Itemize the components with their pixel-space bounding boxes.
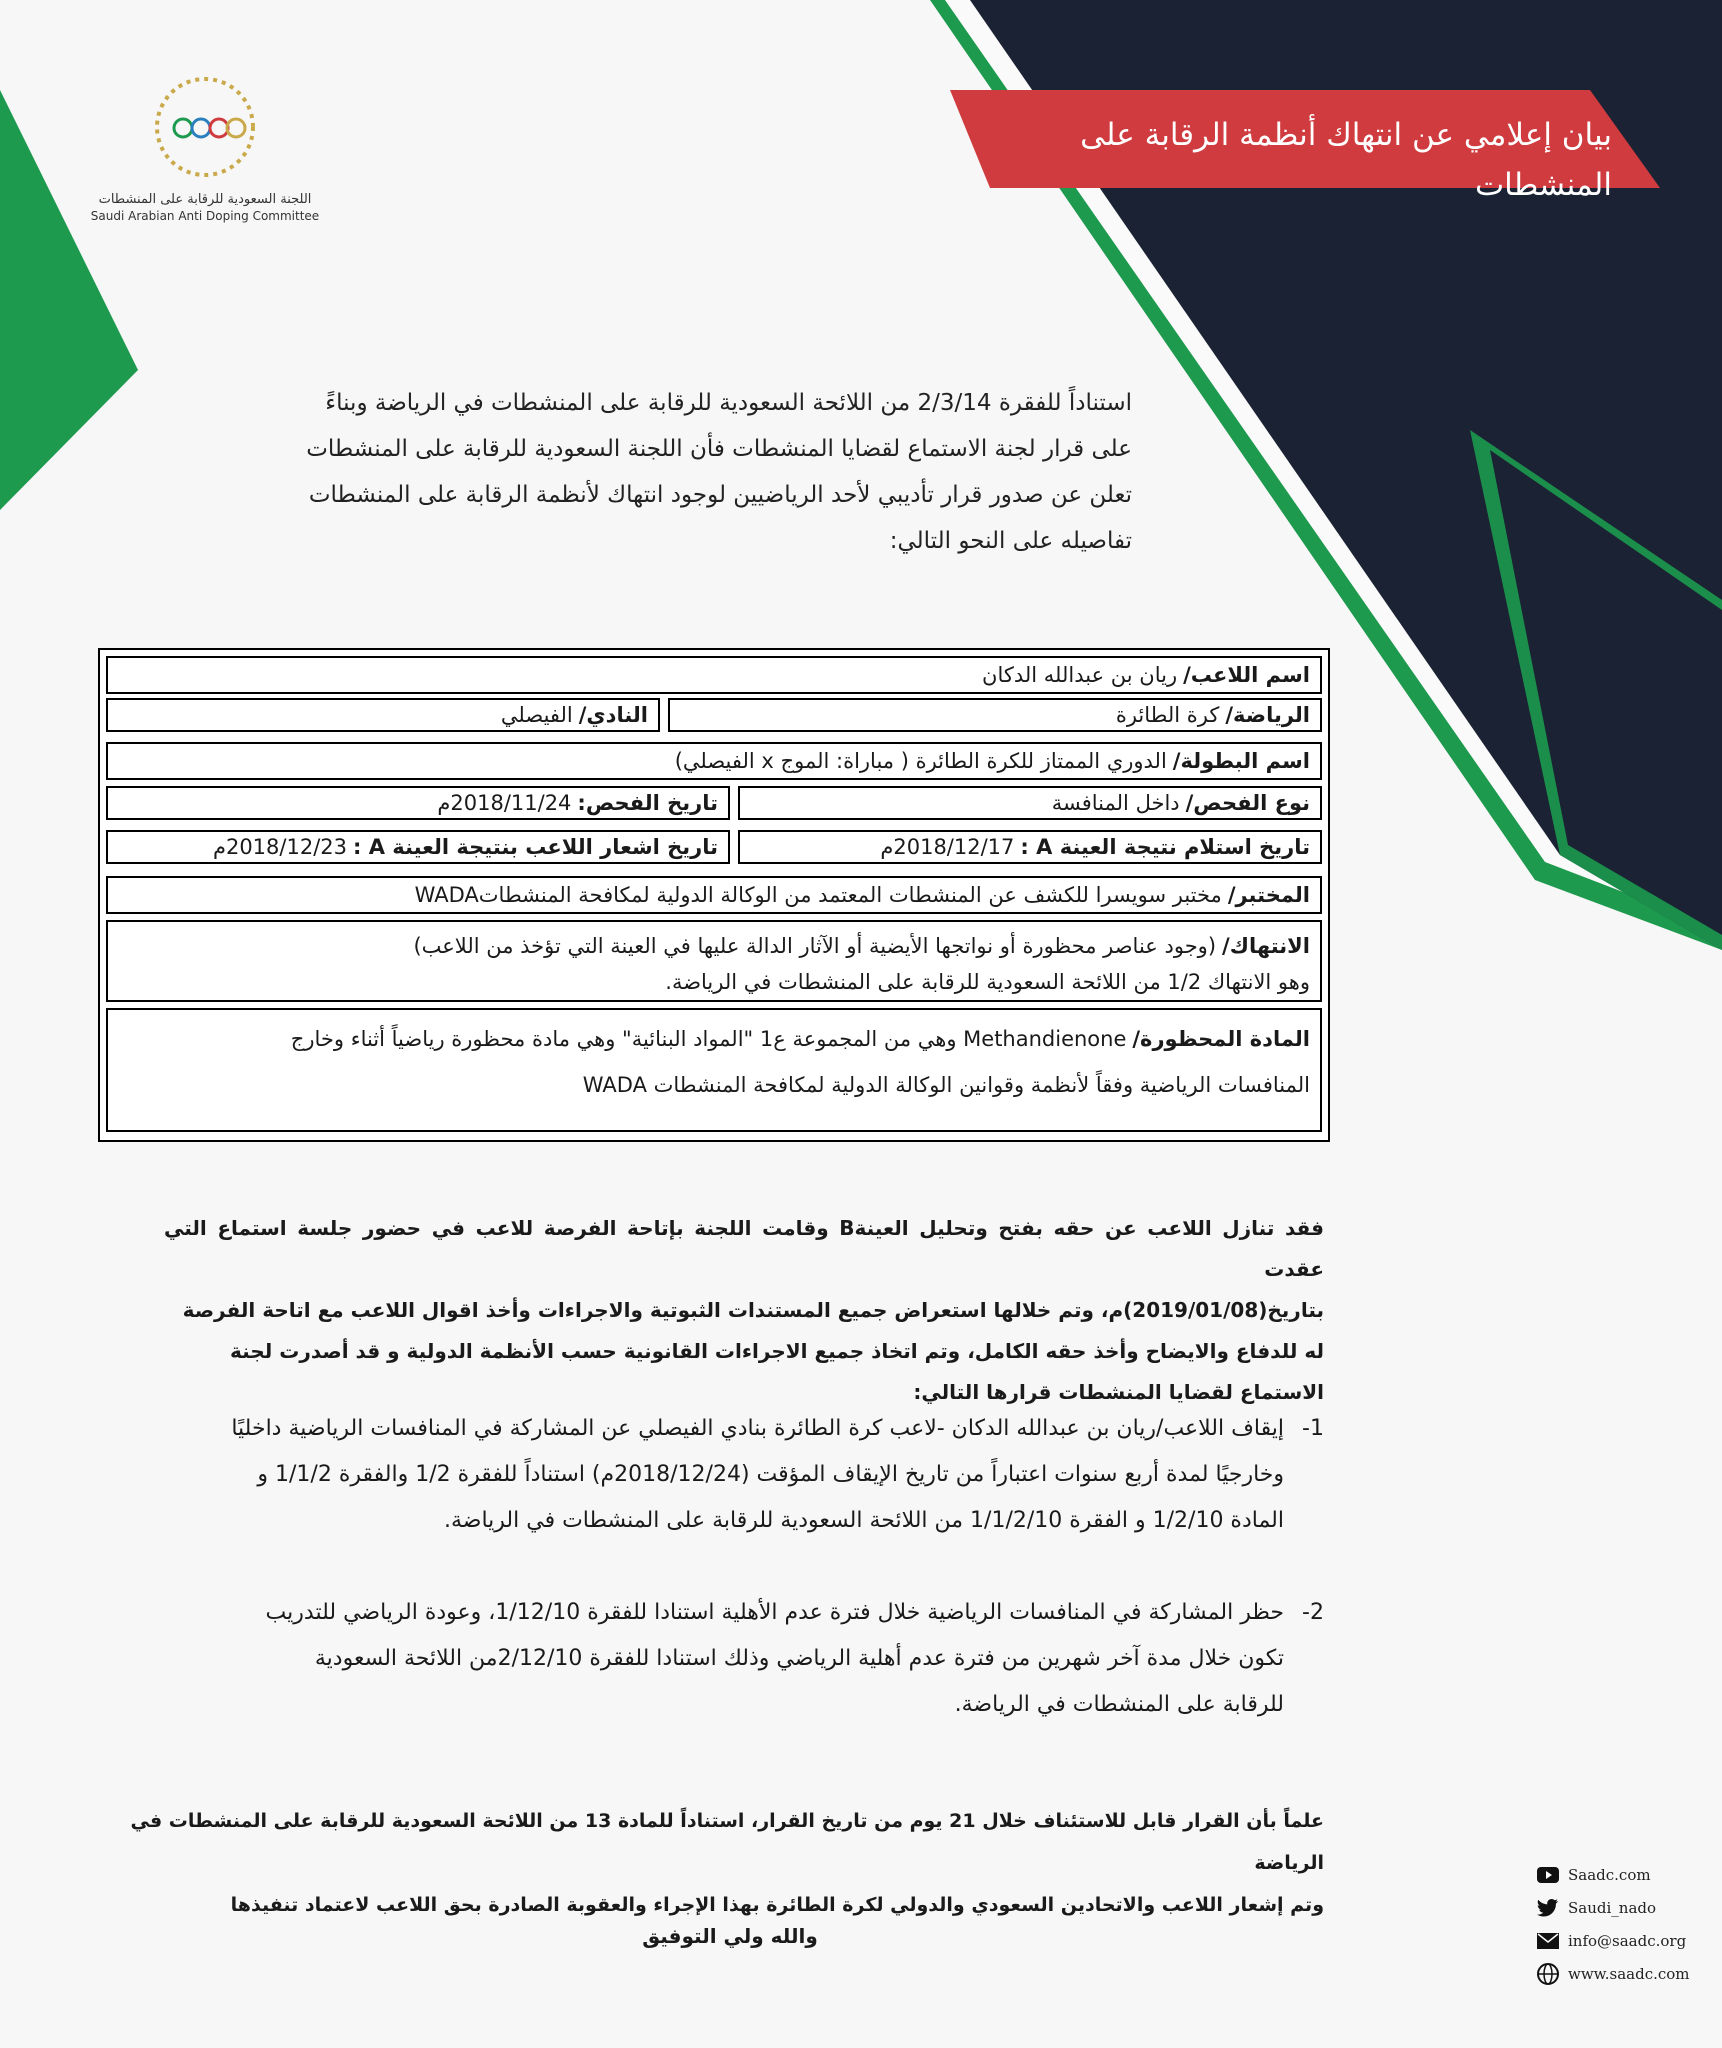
details-table bbox=[98, 648, 1330, 1142]
saadc-logo-icon bbox=[150, 72, 260, 182]
org-logo bbox=[80, 72, 330, 223]
twitter-label: Saudi_nado bbox=[1568, 1898, 1657, 1917]
test-type-label: نوع الفحص/ bbox=[1185, 791, 1310, 815]
decision-line: للرقابة على المنشطات في الرياضة. bbox=[954, 1692, 1284, 1717]
decision-line: تكون خلال مدة آخر شهرين من فترة عدم أهلية الرياضي وذلك استنادا للفقرة 2/12/10من اللائحة السعودية bbox=[314, 1646, 1284, 1671]
decision-line: وخارجيًا لمدة أربع سنوات اعتباراً من تاريخ الإيقاف المؤقت (2018/12/24م) استناداً للفقرة 1/2 والفقرة 1/1/2 و bbox=[257, 1462, 1284, 1487]
contact-email[interactable] bbox=[1536, 1924, 1716, 1957]
notify-value: 2018/12/23م bbox=[212, 835, 347, 859]
note-line: علماً بأن القرار قابل للاستئناف خلال 21 يوم من تاريخ القرار، استناداً للمادة 13 من اللائحة السعودية للرقابة على المنشطات في الرياضة bbox=[130, 1810, 1324, 1874]
substance-line2: المنافسات الرياضية وفقاً لأنظمة وقوانين الوكالة الدولية لمكافحة المنشطات WADA bbox=[582, 1073, 1310, 1097]
violation-line2: وهو الانتهاك 1/2 من اللائحة السعودية للرقابة على المنشطات في الرياضة. bbox=[665, 970, 1310, 994]
test-date-cell bbox=[106, 786, 730, 820]
email-label: info@saadc.org bbox=[1568, 1931, 1687, 1950]
championship-value: الدوري الممتاز للكرة الطائرة ( مباراة: الموج x الفيصلي) bbox=[674, 749, 1167, 773]
notify-label: تاريخ اشعار اللاعب بنتيجة العينة A : bbox=[353, 835, 718, 859]
club-cell bbox=[106, 698, 660, 732]
intro-line: على قرار لجنة الاستماع لقضايا المنشطات فأن اللجنة السعودية للرقابة على المنشطات bbox=[306, 436, 1132, 462]
web-label: www.saadc.com bbox=[1568, 1964, 1690, 1983]
violation-label: الانتهاك/ bbox=[1222, 934, 1310, 958]
org-name-ar: اللجنة السعودية للرقابة على المنشطات bbox=[98, 192, 312, 207]
sample-receipt-label: تاريخ استلام نتيجة العينة A : bbox=[1020, 835, 1310, 859]
contact-youtube[interactable] bbox=[1536, 1858, 1716, 1891]
org-name-en: Saudi Arabian Anti Doping Committee bbox=[90, 209, 320, 223]
test-date-label: تاريخ الفحص: bbox=[577, 791, 718, 815]
substance-line1: Methandienone وهي من المجموعة ع1 "المواد البنائية" وهي مادة محظورة رياضياً أثناء وخارج bbox=[290, 1027, 1127, 1051]
row-athlete bbox=[106, 656, 1322, 694]
decision-item-2 bbox=[184, 1590, 1324, 1728]
championship-label: اسم البطولة/ bbox=[1172, 749, 1310, 773]
row-violation bbox=[106, 920, 1322, 1002]
body-line: فقد تنازل اللاعب عن حقه بفتح وتحليل العينةB وقامت اللجنة بإتاحة الفرصة للاعب في حضور جلسة استماع التي عقدت bbox=[164, 1216, 1324, 1281]
sport-value: كرة الطائرة bbox=[1115, 703, 1220, 727]
row-sport-club bbox=[106, 698, 1322, 732]
globe-icon bbox=[1536, 1962, 1560, 1986]
athlete-value: ريان بن عبدالله الدكان bbox=[982, 663, 1178, 687]
twitter-icon bbox=[1536, 1896, 1560, 1920]
row-substance bbox=[106, 1008, 1322, 1132]
row-test bbox=[106, 786, 1322, 820]
decision-number: 2- bbox=[1302, 1600, 1324, 1625]
contact-list bbox=[1536, 1858, 1716, 1990]
appeal-note bbox=[124, 1800, 1324, 1926]
lab-label: المختبر/ bbox=[1227, 883, 1310, 907]
youtube-label: Saadc.com bbox=[1568, 1865, 1651, 1884]
decision-line: حظر المشاركة في المنافسات الرياضية خلال فترة عدم الأهلية استنادا للفقرة 1/12/10، وعودة الرياضي للتدريب bbox=[265, 1600, 1284, 1625]
intro-line: تعلن عن صدور قرار تأديبي لأحد الرياضيين لوجود انتهاك لأنظمة الرقابة على المنشطات bbox=[308, 482, 1132, 508]
athlete-label: اسم اللاعب/ bbox=[1183, 663, 1310, 687]
club-label: النادي/ bbox=[578, 703, 648, 727]
test-type-value: داخل المنافسة bbox=[1051, 791, 1180, 815]
page-title: بيان إعلامي عن انتهاك أنظمة الرقابة على المنشطات bbox=[1080, 117, 1612, 203]
intro-line: تفاصيله على النحو التالي: bbox=[889, 528, 1132, 554]
sample-receipt-cell bbox=[738, 830, 1322, 864]
body-line: له للدفاع والايضاح وأخذ حقه الكامل، وتم اتخاذ جميع الاجراءات القانونية حسب الأنظمة الدولية و قد أصدرت لجنة bbox=[230, 1339, 1324, 1363]
youtube-icon bbox=[1536, 1863, 1560, 1887]
test-date-value: 2018/11/24م bbox=[437, 791, 572, 815]
row-sample bbox=[106, 830, 1322, 864]
lab-value: مختبر سويسرا للكشف عن المنشطات المعتمد من الوكالة الدولية لمكافحة المنشطاتWADA bbox=[414, 883, 1222, 907]
hearing-paragraph bbox=[164, 1208, 1324, 1413]
violation-line1: (وجود عناصر محظورة أو نواتجها الأيضية أو الآثار الدالة عليها في العينة التي تؤخذ من اللاعب) bbox=[413, 934, 1217, 958]
sample-receipt-value: 2018/12/17م bbox=[880, 835, 1015, 859]
test-type-cell bbox=[738, 786, 1322, 820]
decision-number: 1- bbox=[1302, 1416, 1324, 1441]
decision-item-1 bbox=[184, 1406, 1324, 1544]
intro-line: استناداً للفقرة 2/3/14 من اللائحة السعودية للرقابة على المنشطات في الرياضة وبناءً bbox=[325, 390, 1132, 416]
contact-twitter[interactable] bbox=[1536, 1891, 1716, 1924]
mail-icon bbox=[1536, 1929, 1560, 1953]
body-line: الاستماع لقضايا المنشطات قرارها التالي: bbox=[913, 1380, 1324, 1404]
contact-web[interactable] bbox=[1536, 1957, 1716, 1990]
sport-cell bbox=[668, 698, 1322, 732]
decision-line: المادة 1/2/10 و الفقرة 1/1/2/10 من اللائحة السعودية للرقابة على المنشطات في الرياضة. bbox=[444, 1508, 1284, 1533]
decision-line: إيقاف اللاعب/ريان بن عبدالله الدكان -لاعب كرة الطائرة بنادي الفيصلي عن المشاركة في المنافسات الرياضية داخليًا bbox=[231, 1416, 1284, 1441]
club-value: الفيصلي bbox=[500, 703, 573, 727]
substance-label: المادة المحظورة/ bbox=[1132, 1027, 1310, 1051]
row-championship bbox=[106, 742, 1322, 780]
row-lab bbox=[106, 876, 1322, 914]
intro-paragraph bbox=[252, 380, 1132, 564]
closing-text: والله ولي التوفيق bbox=[642, 1924, 818, 1948]
note-line: وتم إشعار اللاعب والاتحادين السعودي والدولي لكرة الطائرة بهذا الإجراء والعقوبة الصادرة بحق اللاعب لاعتماد تنفيذها bbox=[230, 1894, 1324, 1916]
sport-label: الرياضة/ bbox=[1225, 703, 1310, 727]
notify-cell bbox=[106, 830, 730, 864]
body-line: بتاريخ(2019/01/08)م، وتم خلالها استعراض جميع المستندات الثبوتية والاجراءات وأخذ اقوال اللاعب مع اتاحة الفرصة bbox=[182, 1298, 1324, 1322]
